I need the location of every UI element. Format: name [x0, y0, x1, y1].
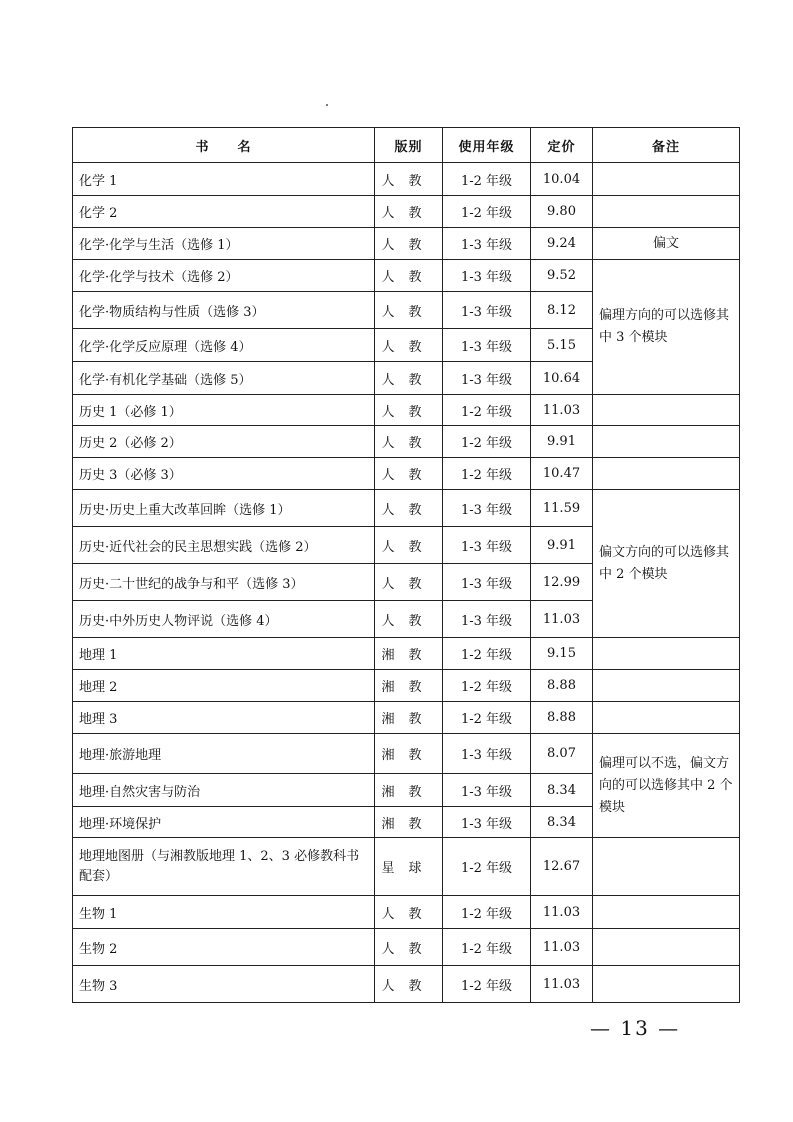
- book-name-cell: 地理 1: [73, 638, 375, 670]
- header-grade: 使用年级: [443, 128, 531, 163]
- price-cell: 9.24: [531, 228, 593, 260]
- grade-cell: 1-3 年级: [443, 362, 531, 395]
- table-row: [73, 260, 740, 292]
- grade-cell: 1-2 年级: [443, 702, 531, 734]
- price-cell: 9.80: [531, 196, 593, 228]
- publisher-cell: 人教: [375, 196, 443, 228]
- price-cell: 11.03: [531, 395, 593, 426]
- table-row: [73, 458, 740, 490]
- book-name-cell: 化学·化学与生活（选修 1）: [73, 228, 375, 260]
- note-cell-empty: [593, 896, 740, 929]
- publisher-cell: 人教: [375, 601, 443, 638]
- note-cell-empty: [593, 670, 740, 702]
- note-cell-empty: [593, 395, 740, 426]
- price-cell: 8.34: [531, 807, 593, 838]
- table-row: [73, 929, 740, 966]
- table-row: [73, 838, 740, 896]
- header-book-name: 书 名: [73, 128, 375, 163]
- book-name-cell: 历史·中外历史人物评说（选修 4）: [73, 601, 375, 638]
- price-cell: 8.88: [531, 670, 593, 702]
- price-cell: 11.03: [531, 601, 593, 638]
- table-row: [73, 966, 740, 1003]
- book-name-cell: 历史 3（必修 3）: [73, 458, 375, 490]
- table-row: [73, 638, 740, 670]
- table-header-row: [73, 128, 740, 163]
- grade-cell: 1-3 年级: [443, 292, 531, 329]
- grade-cell: 1-2 年级: [443, 638, 531, 670]
- grade-cell: 1-3 年级: [443, 527, 531, 564]
- publisher-cell: 湘教: [375, 807, 443, 838]
- book-name-cell: 地理·旅游地理: [73, 734, 375, 774]
- grade-cell: 1-3 年级: [443, 228, 531, 260]
- table-row: [73, 896, 740, 929]
- book-name-cell: 化学·有机化学基础（选修 5）: [73, 362, 375, 395]
- price-cell: 11.03: [531, 966, 593, 1003]
- book-name-cell: 生物 2: [73, 929, 375, 966]
- publisher-cell: 人教: [375, 329, 443, 362]
- book-name-cell: 地理 3: [73, 702, 375, 734]
- book-name-cell: 历史·历史上重大改革回眸（选修 1）: [73, 490, 375, 527]
- book-name-cell: 生物 3: [73, 966, 375, 1003]
- price-cell: 10.64: [531, 362, 593, 395]
- grade-cell: 1-3 年级: [443, 329, 531, 362]
- price-cell: 11.59: [531, 490, 593, 527]
- note-cell: 偏理方向的可以选修其中 3 个模块: [593, 260, 740, 395]
- note-cell: 偏理可以不选，偏文方向的可以选修其中 2 个模块: [593, 734, 740, 838]
- publisher-cell: 人教: [375, 966, 443, 1003]
- publisher-cell: 湘教: [375, 702, 443, 734]
- grade-cell: 1-3 年级: [443, 807, 531, 838]
- table-row: [73, 163, 740, 196]
- publisher-cell: 星球: [375, 838, 443, 896]
- book-name-cell: 地理 2: [73, 670, 375, 702]
- publisher-cell: 人教: [375, 292, 443, 329]
- price-cell: 9.52: [531, 260, 593, 292]
- textbook-table: [72, 127, 740, 1003]
- scan-speck: [326, 104, 328, 106]
- publisher-cell: 湘教: [375, 734, 443, 774]
- book-name-cell: 地理·自然灾害与防治: [73, 774, 375, 807]
- publisher-cell: 人教: [375, 929, 443, 966]
- price-cell: 11.03: [531, 896, 593, 929]
- table-row: [73, 196, 740, 228]
- publisher-cell: 人教: [375, 458, 443, 490]
- price-cell: 9.15: [531, 638, 593, 670]
- note-cell-empty: [593, 838, 740, 896]
- publisher-cell: 人教: [375, 163, 443, 196]
- price-cell: 10.04: [531, 163, 593, 196]
- publisher-cell: 人教: [375, 260, 443, 292]
- book-name-cell: 化学 1: [73, 163, 375, 196]
- price-cell: 8.88: [531, 702, 593, 734]
- book-name-cell: 地理·环境保护: [73, 807, 375, 838]
- note-cell-empty: [593, 163, 740, 196]
- grade-cell: 1-2 年级: [443, 458, 531, 490]
- grade-cell: 1-3 年级: [443, 734, 531, 774]
- book-name-cell: 历史 2（必修 2）: [73, 426, 375, 458]
- table-row: [73, 490, 740, 527]
- grade-cell: 1-3 年级: [443, 774, 531, 807]
- publisher-cell: 人教: [375, 527, 443, 564]
- price-cell: 10.47: [531, 458, 593, 490]
- grade-cell: 1-2 年级: [443, 426, 531, 458]
- publisher-cell: 人教: [375, 426, 443, 458]
- book-name-cell: 化学 2: [73, 196, 375, 228]
- publisher-cell: 人教: [375, 564, 443, 601]
- grade-cell: 1-2 年级: [443, 929, 531, 966]
- book-name-cell: 生物 1: [73, 896, 375, 929]
- publisher-cell: 人教: [375, 490, 443, 527]
- table-row: [73, 734, 740, 774]
- price-cell: 8.12: [531, 292, 593, 329]
- grade-cell: 1-2 年级: [443, 196, 531, 228]
- header-note: 备注: [593, 128, 740, 163]
- grade-cell: 1-3 年级: [443, 260, 531, 292]
- book-name-cell: 化学·物质结构与性质（选修 3）: [73, 292, 375, 329]
- header-publisher: 版别: [375, 128, 443, 163]
- note-cell-empty: [593, 966, 740, 1003]
- note-cell-empty: [593, 458, 740, 490]
- publisher-cell: 湘教: [375, 638, 443, 670]
- book-name-cell: 历史·二十世纪的战争与和平（选修 3）: [73, 564, 375, 601]
- price-cell: 9.91: [531, 426, 593, 458]
- publisher-cell: 人教: [375, 395, 443, 426]
- grade-cell: 1-2 年级: [443, 395, 531, 426]
- book-name-cell: 历史 1（必修 1）: [73, 395, 375, 426]
- price-cell: 11.03: [531, 929, 593, 966]
- grade-cell: 1-3 年级: [443, 601, 531, 638]
- grade-cell: 1-2 年级: [443, 163, 531, 196]
- publisher-cell: 人教: [375, 896, 443, 929]
- grade-cell: 1-3 年级: [443, 564, 531, 601]
- table-row: [73, 395, 740, 426]
- note-cell-empty: [593, 702, 740, 734]
- publisher-cell: 湘教: [375, 670, 443, 702]
- price-cell: 9.91: [531, 527, 593, 564]
- note-cell-empty: [593, 929, 740, 966]
- grade-cell: 1-2 年级: [443, 896, 531, 929]
- publisher-cell: 人教: [375, 228, 443, 260]
- note-cell: 偏文方向的可以选修其中 2 个模块: [593, 490, 740, 638]
- price-cell: 5.15: [531, 329, 593, 362]
- header-price: 定价: [531, 128, 593, 163]
- price-cell: 8.34: [531, 774, 593, 807]
- book-name-cell: 地理地图册（与湘教版地理 1、2、3 必修教科书配套）: [73, 838, 375, 896]
- book-name-cell: 化学·化学反应原理（选修 4）: [73, 329, 375, 362]
- price-cell: 12.99: [531, 564, 593, 601]
- table-row: [73, 670, 740, 702]
- note-cell-empty: [593, 638, 740, 670]
- price-cell: 12.67: [531, 838, 593, 896]
- note-cell-empty: [593, 426, 740, 458]
- table-row: [73, 426, 740, 458]
- table-row: [73, 228, 740, 260]
- publisher-cell: 人教: [375, 362, 443, 395]
- page-number: — 13 —: [590, 1016, 681, 1040]
- grade-cell: 1-2 年级: [443, 670, 531, 702]
- note-cell-empty: [593, 196, 740, 228]
- book-name-cell: 历史·近代社会的民主思想实践（选修 2）: [73, 527, 375, 564]
- note-cell: 偏文: [593, 228, 740, 260]
- grade-cell: 1-3 年级: [443, 490, 531, 527]
- price-cell: 8.07: [531, 734, 593, 774]
- grade-cell: 1-2 年级: [443, 966, 531, 1003]
- book-name-cell: 化学·化学与技术（选修 2）: [73, 260, 375, 292]
- grade-cell: 1-2 年级: [443, 838, 531, 896]
- publisher-cell: 湘教: [375, 774, 443, 807]
- table-row: [73, 702, 740, 734]
